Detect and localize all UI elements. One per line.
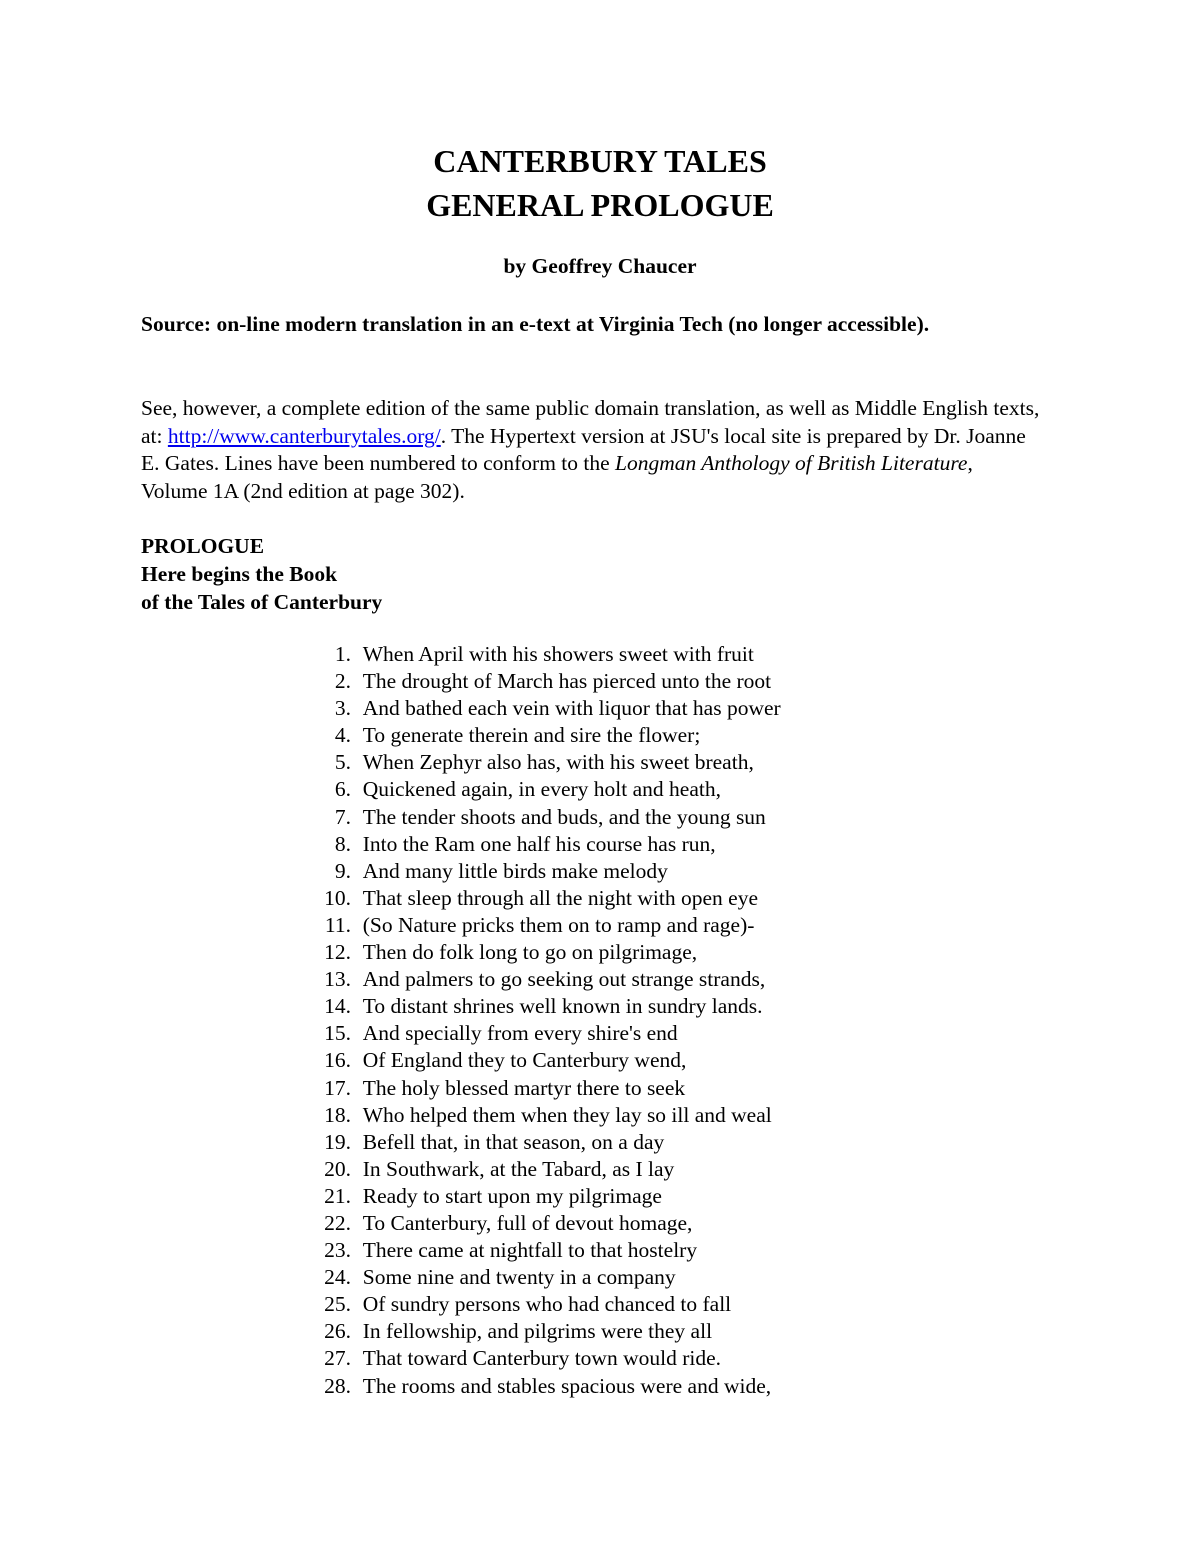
line-number: 25.	[324, 1292, 351, 1317]
poem-line	[300, 804, 781, 831]
line-number: 23.	[324, 1238, 351, 1263]
line-text: Of England they to Canterbury wend,	[362, 1048, 687, 1073]
poem-line	[300, 831, 781, 858]
line-number: 18.	[324, 1102, 351, 1127]
intro-paragraph	[141, 395, 1041, 505]
document-title: CANTERBURY TALES	[433, 143, 767, 179]
poem-line	[300, 722, 781, 749]
poem-line	[300, 1318, 781, 1345]
line-number: 16.	[324, 1048, 351, 1073]
line-text: When April with his showers sweet with fruit	[362, 642, 754, 666]
poem-line	[300, 1237, 781, 1264]
prologue-heading: PROLOGUE	[141, 534, 265, 558]
line-text: (So Nature pricks them on to ramp and rage)-	[362, 912, 755, 937]
line-text: There came at nightfall to that hostelry	[362, 1238, 698, 1263]
line-number: 24.	[324, 1265, 351, 1290]
document-subtitle: GENERAL PROLOGUE	[426, 187, 774, 223]
line-number: 22.	[324, 1210, 351, 1235]
line-text: And many little birds make melody	[362, 858, 668, 883]
poem-line	[300, 1129, 781, 1156]
line-text: The rooms and stables spacious were and wide,	[362, 1373, 772, 1398]
intro-text-middle: . The Hypertext version at JSU's local site is prepared by Dr. Joanne E. Gates. Lines have been numbered to conform to the	[141, 423, 1026, 475]
canterbury-tales-link[interactable]: http://www.canterburytales.org/	[167, 423, 441, 448]
poem-line	[300, 1156, 781, 1183]
line-text: To Canterbury, full of devout homage,	[362, 1210, 693, 1235]
author-line: by Geoffrey Chaucer	[503, 254, 697, 278]
line-text: And specially from every shire's end	[362, 1021, 678, 1046]
poem-line	[300, 1345, 781, 1372]
line-text: Then do folk long to go on pilgrimage,	[362, 940, 698, 965]
line-text: That sleep through all the night with open eye	[362, 885, 759, 910]
poem-line	[300, 912, 781, 939]
poem-line	[300, 1291, 781, 1318]
line-text: Ready to start upon my pilgrimage	[362, 1183, 662, 1208]
intro-text-end: , Volume 1A (2nd edition at page 302).	[141, 451, 973, 503]
line-number: 6.	[334, 777, 351, 802]
anthology-title: Longman Anthology of British Literature	[615, 451, 968, 475]
poem-line	[300, 966, 781, 993]
poem-line	[300, 885, 781, 912]
poem-line	[300, 1264, 781, 1291]
line-text: The holy blessed martyr there to seek	[362, 1075, 686, 1100]
poem-line	[300, 1020, 781, 1047]
line-number: 9.	[334, 858, 351, 883]
line-number: 19.	[324, 1129, 351, 1154]
line-text: Into the Ram one half his course has run,	[362, 831, 716, 856]
line-number: 1.	[334, 642, 351, 666]
line-number: 12.	[324, 940, 351, 965]
intro-text-start: See, however, a complete edition of the same public domain translation, as well as Middle English texts, at:	[141, 396, 1040, 448]
line-number: 5.	[334, 750, 351, 775]
line-text: In Southwark, at the Tabard, as I lay	[362, 1156, 675, 1181]
line-text: Quickened again, in every holt and heath,	[362, 777, 721, 802]
poem-line	[300, 749, 781, 776]
line-text: Befell that, in that season, on a day	[362, 1129, 665, 1154]
poem-lines	[300, 641, 781, 1400]
poem-line	[300, 695, 781, 722]
source-note: Source: on-line modern translation in an e-text at Virginia Tech (no longer accessible).	[141, 312, 930, 336]
line-text: Who helped them when they lay so ill and weal	[362, 1102, 772, 1127]
poem-line	[300, 1102, 781, 1129]
poem-line	[300, 641, 781, 668]
line-number: 10.	[324, 885, 351, 910]
line-number: 4.	[334, 723, 351, 748]
line-text: When Zephyr also has, with his sweet breath,	[362, 750, 754, 775]
poem-line	[300, 776, 781, 803]
line-text: The drought of March has pierced unto the root	[362, 669, 772, 694]
line-number: 11.	[324, 912, 351, 937]
line-number: 8.	[334, 831, 351, 856]
line-number: 27.	[324, 1346, 351, 1371]
line-text: In fellowship, and pilgrims were they all	[362, 1319, 713, 1344]
line-number: 15.	[324, 1021, 351, 1046]
line-text: To generate therein and sire the flower;	[362, 723, 701, 748]
poem-line	[300, 1047, 781, 1074]
line-text: Of sundry persons who had chanced to fall	[362, 1292, 732, 1317]
line-number: 13.	[324, 967, 351, 992]
line-text: Some nine and twenty in a company	[362, 1265, 676, 1290]
book-heading: Here begins the Book	[141, 562, 338, 586]
poem-line	[300, 668, 781, 695]
tales-heading: of the Tales of Canterbury	[141, 590, 383, 614]
poem-line	[300, 939, 781, 966]
line-text: That toward Canterbury town would ride.	[362, 1346, 721, 1371]
poem-line	[300, 1075, 781, 1102]
line-text: To distant shrines well known in sundry lands.	[362, 994, 763, 1019]
line-text: And palmers to go seeking out strange strands,	[362, 967, 766, 992]
poem-line	[300, 1183, 781, 1210]
poem-line	[300, 1210, 781, 1237]
line-number: 17.	[324, 1075, 351, 1100]
line-text: The tender shoots and buds, and the young sun	[362, 804, 766, 829]
line-number: 2.	[334, 669, 351, 694]
line-number: 20.	[324, 1156, 351, 1181]
line-number: 14.	[324, 994, 351, 1019]
line-number: 28.	[324, 1373, 351, 1398]
line-number: 3.	[334, 696, 351, 721]
poem-line	[300, 993, 781, 1020]
line-text: And bathed each vein with liquor that has power	[362, 696, 781, 721]
poem-line	[300, 1373, 781, 1400]
line-number: 21.	[324, 1183, 351, 1208]
poem-line	[300, 858, 781, 885]
line-number: 26.	[324, 1319, 351, 1344]
line-number: 7.	[334, 804, 351, 829]
